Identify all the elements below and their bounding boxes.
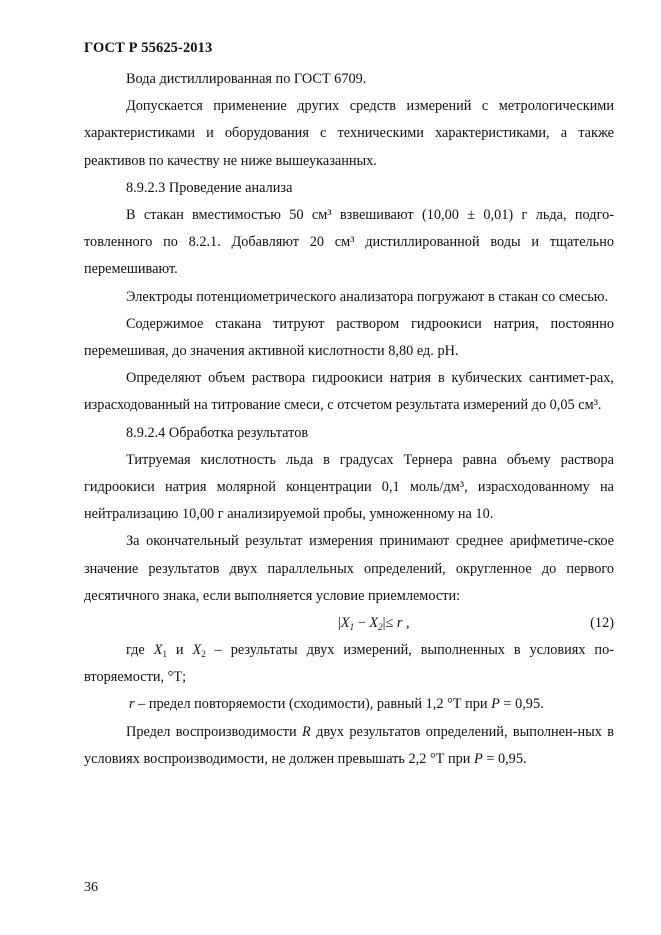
- section-heading-processing: 8.9.2.4 Обработка результатов: [126, 424, 309, 441]
- page-number: 36: [84, 880, 98, 895]
- paragraph-r-definition: r – предел повторяемости (сходимости), равный 1,2 °Т при P = 0,95.: [129, 696, 544, 713]
- paragraph-alternatives: Допускается применение других средств измерений с метрологическими характеристиками и оборудования с техническими характеристиками, а также реактивов по качеству не ниже вышеуказанных.: [84, 98, 614, 169]
- paragraph-where-x1-x2: где $X_1$ и $X_2$ – результаты двух измерений, выполненных в условиях по-вторяемости, °Т;: [84, 642, 614, 686]
- paragraph-distilled-water: Вода дистиллированная по ГОСТ 6709.: [126, 71, 367, 87]
- paragraph-volume: Определяют объем раствора гидроокиси натрия в кубических сантимет-рах, израсходованный на титрование смеси, с отсчетом результата измерений до 0,05 см³.: [84, 370, 614, 414]
- equation-number: (12): [590, 615, 614, 632]
- document-header: ГОСТ Р 55625-2013: [84, 40, 213, 56]
- formula-12: [84, 610, 614, 637]
- section-heading-analysis: 8.9.2.3 Проведение анализа: [126, 179, 293, 196]
- paragraph-acidity: Титруемая кислотность льда в градусах Тернера равна объему раствора гидроокиси натрия молярной концентрации 0,1 моль/дм³, израсходованному на нейтрализацию 10,00 г анализируемой пробы, умноженному на 10.: [84, 451, 614, 523]
- paragraph-titration: Содержимое стакана титруют раствором гидроокиси натрия, постоянно перемешивая, до значения активной кислотности 8,80 ед. pH.: [84, 315, 614, 360]
- paragraph-final-result: За окончательный результат измерения принимают среднее арифметиче-ское значение результатов двух параллельных определений, округленное до первого десятичного знака, если выполняется условие приемлемости:: [84, 533, 614, 604]
- paragraph-electrodes: Электроды потенциометрического анализатора погружают в стакан со смесью.: [126, 288, 609, 305]
- formula-expression: $|X_1 - X_2|\le r$ ,: [338, 615, 410, 633]
- paragraph-weighing: В стакан вместимостью 50 см³ взвешивают (10,00 ± 0,01) г льда, подго-товленного по 8.2.1. Добавляют 20 см³ дистиллированной воды и тщательно перемешивают.: [84, 207, 614, 278]
- document-body: [84, 66, 614, 773]
- paragraph-reproducibility: Предел воспроизводимости R двух результатов определений, выполнен-ных в условиях воспроизводимости, не должен превышать 2,2 °Т при P = 0,95.: [84, 723, 614, 767]
